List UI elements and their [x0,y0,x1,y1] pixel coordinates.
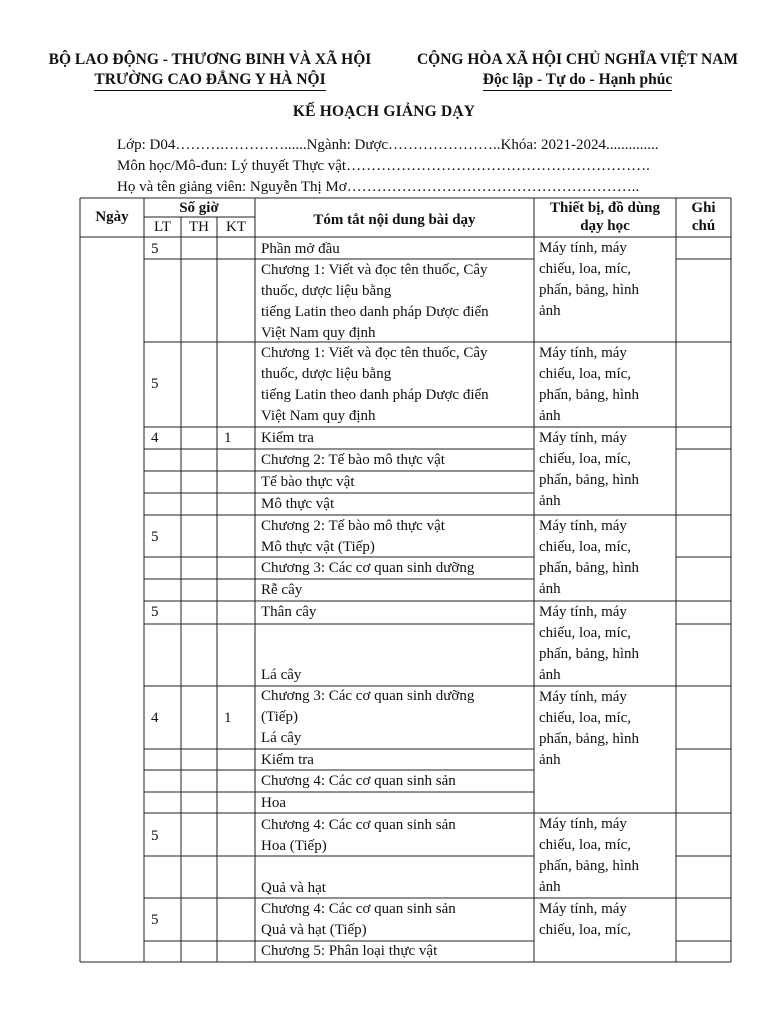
content-line: Quả và hạt (Tiếp) [261,922,367,938]
col-header-hours: Số giờ [179,200,219,216]
equipment-line: chiếu, loa, míc, [539,922,632,938]
equipment-line: phấn, bảng, hình [539,472,639,488]
col-header-lt: LT [154,219,171,235]
info-subject-line: Môn học/Mô-đun: Lý thuyết Thực vật……………………………………………………. [117,158,650,174]
equipment-line: chiếu, loa, míc, [539,261,632,277]
content-line: Lá cây [261,730,302,746]
col-header-content: Tóm tắt nội dung bài dạy [313,212,476,228]
col-header-kt: KT [226,219,246,235]
col-header-equipment-line1: Thiết bị, đồ dùng [549,200,661,216]
school-name-text: TRƯỜNG CAO ĐẲNG Y HÀ NỘI [94,70,325,91]
content-line: Việt Nam quy định [261,408,376,424]
content-line: Chương 1: Viết và đọc tên thuốc, Cây [261,345,488,361]
lt-hours: 4 [151,430,159,446]
equipment-line: chiếu, loa, míc, [539,837,632,853]
lt-hours: 4 [151,710,159,726]
equipment-line: phấn, bảng, hình [539,731,639,747]
country-name: CỘNG HÒA XÃ HỘI CHỦ NGHĨA VIỆT NAM [416,51,739,68]
page-title: KẾ HOẠCH GIẢNG DẠY [292,103,476,120]
equipment-line: ảnh [539,752,561,768]
content-line: Chương 5: Phân loại thực vật [261,943,438,959]
equipment-line: chiếu, loa, míc, [539,451,632,467]
motto-text: Độc lập - Tự do - Hạnh phúc [483,70,672,91]
equipment-line: Máy tính, máy [539,345,627,361]
col-header-notes-line1: Ghi [691,200,716,216]
equipment-line: Máy tính, máy [539,816,627,832]
col-header-date: Ngày [95,209,129,225]
lt-hours: 5 [151,912,159,928]
content-line: Kiểm tra [261,430,314,446]
info-teacher-line: Họ và tên giảng viên: Nguyễn Thị Mơ………………………………………………….. [117,179,640,195]
equipment-line: Máy tính, máy [539,518,627,534]
kt-hours: 1 [224,710,232,726]
equipment-line: ảnh [539,667,561,683]
content-line: Mô thực vật [261,496,335,512]
lt-hours: 5 [151,376,159,392]
content-line: Mô thực vật (Tiếp) [261,539,375,555]
equipment-line: phấn, bảng, hình [539,560,639,576]
equipment-line: chiếu, loa, míc, [539,625,632,641]
content-line: thuốc, dược liệu bằng [261,366,392,382]
content-line: tiếng Latin theo danh pháp Dược điển [261,304,489,320]
equipment-line: ảnh [539,408,561,424]
info-class-line: Lớp: D04……….…………......Ngành: Dược…………………..Khóa: 2021-2024.............. [117,137,659,153]
equipment-line: chiếu, loa, míc, [539,539,632,555]
equipment-line: ảnh [539,493,561,509]
equipment-line: Máy tính, máy [539,689,627,705]
content-line: Lá cây [261,667,302,683]
col-header-notes-line2: chú [691,218,716,234]
content-line: Thân cây [261,604,317,620]
equipment-line: chiếu, loa, míc, [539,366,632,382]
content-line: Chương 1: Viết và đọc tên thuốc, Cây [261,262,488,278]
col-header-equipment-line2: dạy học [580,218,630,234]
lt-hours: 5 [151,241,159,257]
content-line: Chương 2: Tế bào mô thực vật [261,518,445,534]
content-line: Việt Nam quy định [261,325,376,341]
equipment-line: phấn, bảng, hình [539,282,639,298]
equipment-line: Máy tính, máy [539,604,627,620]
lt-hours: 5 [151,828,159,844]
equipment-line: phấn, bảng, hình [539,387,639,403]
content-line: Chương 4: Các cơ quan sinh sản [261,817,456,833]
col-header-equipment [534,199,676,235]
content-line: Chương 2: Tế bào mô thực vật [261,452,445,468]
equipment-line: ảnh [539,581,561,597]
equipment-line: Máy tính, máy [539,430,627,446]
lt-hours: 5 [151,604,159,620]
content-line: Quả và hạt [261,880,326,896]
content-line: Hoa (Tiếp) [261,838,327,854]
content-line: Kiểm tra [261,752,314,768]
content-line: Tế bào thực vật [261,474,355,490]
content-line: Chương 4: Các cơ quan sinh sản [261,901,456,917]
content-line: Chương 3: Các cơ quan sinh dưỡng [261,560,475,576]
equipment-line: Máy tính, máy [539,240,627,256]
content-line: Phần mở đầu [261,241,340,257]
col-header-notes [676,199,731,235]
equipment-line: chiếu, loa, míc, [539,710,632,726]
equipment-line: Máy tính, máy [539,901,627,917]
content-line: tiếng Latin theo danh pháp Dược điển [261,387,489,403]
equipment-line: phấn, bảng, hình [539,646,639,662]
equipment-line: ảnh [539,879,561,895]
equipment-line: ảnh [539,303,561,319]
content-line: (Tiếp) [261,709,298,725]
equipment-line: phấn, bảng, hình [539,858,639,874]
content-line: Chương 3: Các cơ quan sinh dưỡng [261,688,475,704]
content-line: thuốc, dược liệu bằng [261,283,392,299]
col-header-th: TH [189,219,209,235]
kt-hours: 1 [224,430,232,446]
ministry-name: BỘ LAO ĐỘNG - THƯƠNG BINH VÀ XÃ HỘI [48,51,372,68]
lt-hours: 5 [151,529,159,545]
content-line: Chương 4: Các cơ quan sinh sản [261,773,456,789]
content-line: Hoa [261,795,286,811]
content-line: Rễ cây [261,582,303,598]
